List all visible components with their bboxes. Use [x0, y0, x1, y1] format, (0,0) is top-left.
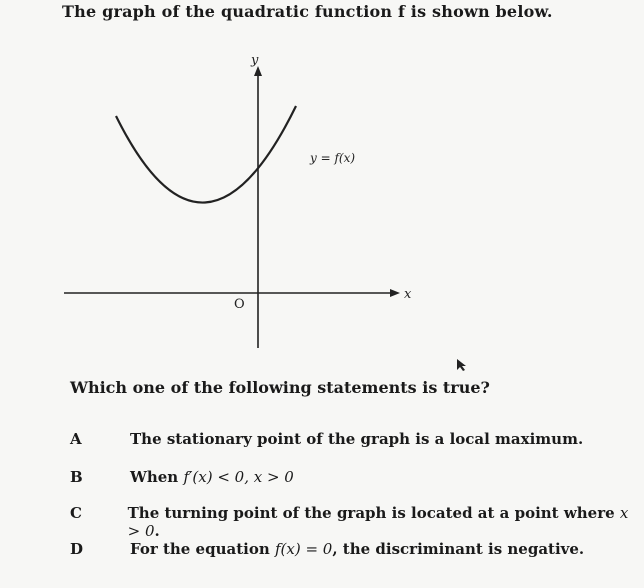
- option-text: [130, 540, 584, 558]
- mouse-cursor-icon: [456, 358, 468, 372]
- option-text: [128, 504, 644, 540]
- option-d[interactable]: [70, 540, 584, 558]
- option-letter: B: [70, 468, 83, 486]
- option-a[interactable]: [70, 430, 583, 448]
- question-text: Which one of the following statements is true?: [70, 378, 490, 397]
- origin-label: O: [234, 297, 245, 312]
- option-b[interactable]: [70, 468, 294, 486]
- option-letter: A: [70, 430, 82, 448]
- y-axis-label: y: [251, 53, 259, 68]
- option-text: [130, 468, 294, 486]
- option-text: The stationary point of the graph is a local maximum.: [130, 430, 584, 448]
- option-letter: C: [70, 504, 82, 522]
- quadratic-graph: [60, 50, 420, 350]
- option-math: f′(x) < 0, x > 0: [183, 468, 294, 486]
- curve-label: y = f(x): [310, 151, 356, 165]
- x-axis-label: x: [404, 287, 412, 302]
- option-math: x > 0: [127, 504, 629, 540]
- option-text-prefix: The turning point of the graph is located at a point where: [127, 504, 620, 522]
- option-text-prefix: When: [130, 468, 184, 486]
- x-axis-arrow: [390, 289, 400, 297]
- option-text-suffix: , the discriminant is negative.: [332, 540, 585, 558]
- option-text-suffix: .: [154, 522, 160, 540]
- option-math: f(x) = 0: [274, 540, 333, 558]
- option-c[interactable]: [70, 504, 644, 540]
- option-text-prefix: For the equation: [130, 540, 275, 558]
- question-prompt: The graph of the quadratic function f is shown below.: [62, 2, 553, 21]
- parabola-curve: [116, 106, 296, 203]
- option-letter: D: [70, 540, 84, 558]
